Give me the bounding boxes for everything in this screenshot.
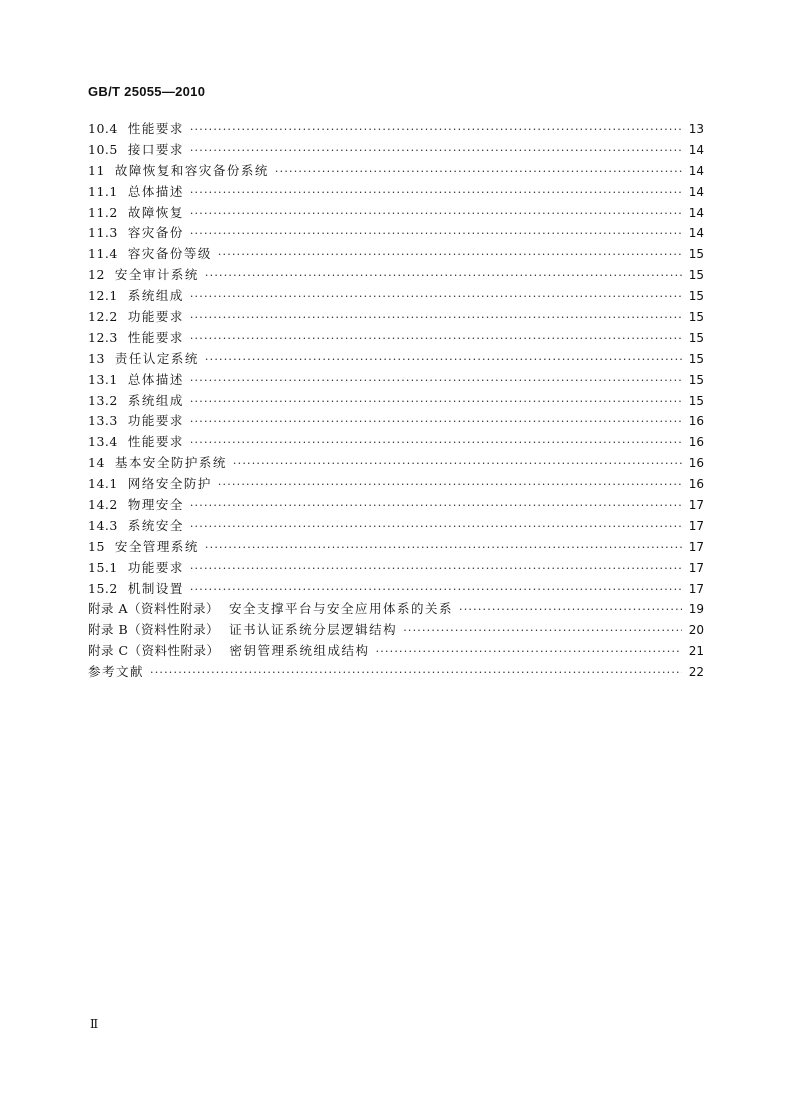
- toc-dot-leader: [190, 517, 682, 538]
- toc-dot-leader: [190, 412, 682, 433]
- toc-entry-page: 15: [688, 247, 704, 262]
- toc-entry[interactable]: [88, 495, 704, 516]
- toc-entry-number: 12: [88, 267, 105, 283]
- toc-entry-page: 14: [688, 163, 704, 178]
- toc-entry-number: 15.1: [88, 559, 118, 575]
- toc-entry-page: 15: [688, 351, 704, 366]
- toc-dot-leader: [190, 204, 682, 225]
- toc-entry-number: 13.3: [88, 413, 118, 429]
- toc-entry-page: 14: [688, 226, 704, 241]
- toc-entry-page: 16: [688, 414, 704, 429]
- toc-entry[interactable]: [88, 161, 704, 182]
- toc-entry-title: 性能要求: [127, 121, 184, 136]
- toc-entry-page: 15: [688, 393, 704, 408]
- toc-entry-title: 安全管理系统: [114, 538, 199, 554]
- toc-entry-title: 性能要求: [127, 434, 184, 450]
- toc-entry[interactable]: [88, 140, 704, 161]
- toc-dot-leader: [218, 245, 682, 266]
- toc-dot-leader: [459, 600, 682, 621]
- toc-entry[interactable]: [88, 328, 704, 349]
- toc-entry-number: 10.4: [88, 121, 118, 136]
- toc-entry-number: 14.2: [88, 497, 118, 513]
- toc-entry-number: 15.2: [88, 580, 118, 596]
- toc-entry-number: 13: [88, 350, 105, 366]
- toc-dot-leader: [233, 454, 682, 475]
- toc-entry-page: 17: [688, 498, 704, 513]
- toc-entry-page: 16: [688, 477, 704, 492]
- toc-entry-page: 13: [688, 122, 704, 136]
- toc-entry-title: 参考文献: [88, 664, 145, 680]
- toc-entry[interactable]: [88, 662, 704, 683]
- toc-entry-number: 附录 B（资料性附录）: [88, 622, 220, 638]
- toc-entry[interactable]: [88, 244, 704, 265]
- toc-entry[interactable]: [88, 641, 704, 662]
- toc-entry-page: 15: [688, 372, 704, 387]
- toc-dot-leader: [190, 224, 682, 245]
- toc-entry-number: 15: [88, 538, 105, 554]
- toc-dot-leader: [403, 621, 682, 642]
- toc-entry-title: 功能要求: [127, 309, 184, 325]
- toc-entry[interactable]: [88, 453, 704, 474]
- toc-entry[interactable]: [88, 391, 704, 412]
- toc-entry[interactable]: [88, 265, 704, 286]
- toc-entry[interactable]: [88, 432, 704, 453]
- toc-dot-leader: [205, 266, 682, 287]
- toc-entry-title: 功能要求: [127, 413, 184, 429]
- toc-entry-title: 总体描述: [127, 371, 184, 387]
- toc-dot-leader: [275, 162, 682, 183]
- toc-dot-leader: [218, 475, 682, 496]
- toc-entry-title: 责任认定系统: [114, 350, 199, 366]
- toc-entry-number: 12.2: [88, 309, 118, 325]
- toc-entry-page: 14: [688, 205, 704, 220]
- toc-entry-title: 系统组成: [127, 288, 184, 304]
- toc-entry-title: 机制设置: [127, 580, 184, 596]
- toc-entry-page: 17: [688, 539, 704, 554]
- toc-dot-leader: [190, 392, 682, 413]
- table-of-contents: [88, 119, 704, 683]
- page-number: Ⅱ: [90, 1017, 99, 1031]
- toc-entry-title: 密钥管理系统组成结构: [229, 643, 370, 659]
- toc-dot-leader: [190, 559, 682, 580]
- toc-entry-page: 17: [688, 560, 704, 575]
- toc-entry[interactable]: [88, 579, 704, 600]
- toc-entry-page: 19: [688, 602, 704, 617]
- toc-dot-leader: [190, 329, 682, 350]
- toc-entry[interactable]: [88, 516, 704, 537]
- toc-entry[interactable]: [88, 203, 704, 224]
- toc-entry-number: 13.1: [88, 371, 118, 387]
- toc-entry-page: 20: [688, 623, 704, 638]
- toc-entry-number: 14.1: [88, 476, 118, 492]
- toc-entry-number: 13.2: [88, 392, 118, 408]
- toc-entry[interactable]: [88, 307, 704, 328]
- toc-entry-title: 性能要求: [127, 329, 184, 345]
- toc-entry-page: 16: [688, 435, 704, 450]
- toc-dot-leader: [376, 642, 682, 663]
- toc-entry-title: 安全审计系统: [114, 267, 199, 283]
- toc-entry-number: 10.5: [88, 141, 118, 157]
- toc-entry[interactable]: [88, 286, 704, 307]
- toc-dot-leader: [205, 350, 682, 371]
- toc-dot-leader: [190, 141, 682, 162]
- toc-entry-number: 11.3: [88, 225, 118, 241]
- toc-entry-number: 11.4: [88, 246, 118, 262]
- toc-entry[interactable]: [88, 223, 704, 244]
- toc-entry-number: 14: [88, 455, 105, 471]
- toc-entry-title: 总体描述: [127, 183, 184, 199]
- toc-dot-leader: [190, 287, 682, 308]
- toc-entry[interactable]: [88, 411, 704, 432]
- toc-dot-leader: [190, 433, 682, 454]
- toc-dot-leader: [190, 371, 682, 392]
- toc-entry-page: 17: [688, 581, 704, 596]
- toc-dot-leader: [190, 120, 682, 141]
- toc-entry-title: 功能要求: [127, 559, 184, 575]
- toc-entry-title: 系统组成: [127, 392, 184, 408]
- toc-entry-page: 17: [688, 518, 704, 533]
- toc-entry[interactable]: [88, 349, 704, 370]
- toc-entry[interactable]: [88, 474, 704, 495]
- toc-entry-page: 22: [688, 665, 704, 680]
- toc-entry-number: 11.2: [88, 204, 118, 220]
- toc-entry[interactable]: [88, 620, 704, 641]
- toc-entry[interactable]: [88, 182, 704, 203]
- toc-entry-title: 容灾备份等级: [127, 246, 212, 262]
- toc-entry-title: 系统安全: [127, 517, 184, 533]
- toc-entry-title: 接口要求: [127, 141, 184, 157]
- toc-entry-title: 证书认证系统分层逻辑结构: [229, 622, 398, 638]
- toc-entry-number: 12.1: [88, 288, 118, 304]
- toc-entry-page: 15: [688, 268, 704, 283]
- toc-entry-title: 故障恢复和容灾备份系统: [114, 162, 269, 178]
- toc-entry-number: 11: [88, 162, 105, 178]
- toc-entry-page: 15: [688, 289, 704, 304]
- toc-entry-page: 14: [688, 142, 704, 157]
- toc-entry-page: 14: [688, 184, 704, 199]
- toc-entry-number: 附录 C（资料性附录）: [88, 643, 220, 659]
- toc-entry-number: 附录 A（资料性附录）: [88, 601, 220, 617]
- toc-dot-leader: [190, 183, 682, 204]
- toc-entry[interactable]: [88, 599, 704, 620]
- toc-dot-leader: [190, 496, 682, 517]
- toc-dot-leader: [190, 308, 682, 329]
- toc-entry-title: 基本安全防护系统: [114, 455, 227, 471]
- toc-entry[interactable]: [88, 558, 704, 579]
- toc-entry-page: 15: [688, 310, 704, 325]
- toc-entry-number: 11.1: [88, 183, 118, 199]
- toc-entry-number: 14.3: [88, 517, 118, 533]
- toc-entry[interactable]: [88, 370, 704, 391]
- toc-entry[interactable]: [88, 119, 704, 140]
- toc-entry-page: 15: [688, 330, 704, 345]
- toc-dot-leader: [190, 580, 682, 601]
- toc-dot-leader: [205, 538, 682, 559]
- toc-dot-leader: [150, 663, 682, 684]
- toc-entry-number: 12.3: [88, 329, 118, 345]
- toc-entry-title: 网络安全防护: [127, 476, 212, 492]
- standard-code-header: GB/T 25055—2010: [88, 84, 206, 99]
- toc-entry-number: 13.4: [88, 434, 118, 450]
- toc-entry-title: 安全支撑平台与安全应用体系的关系: [229, 601, 454, 617]
- toc-entry-title: 物理安全: [127, 497, 184, 513]
- toc-entry-page: 21: [688, 644, 704, 659]
- toc-entry-title: 故障恢复: [127, 204, 184, 220]
- toc-entry-title: 容灾备份: [127, 225, 184, 241]
- toc-entry-page: 16: [688, 456, 704, 471]
- toc-entry[interactable]: [88, 537, 704, 558]
